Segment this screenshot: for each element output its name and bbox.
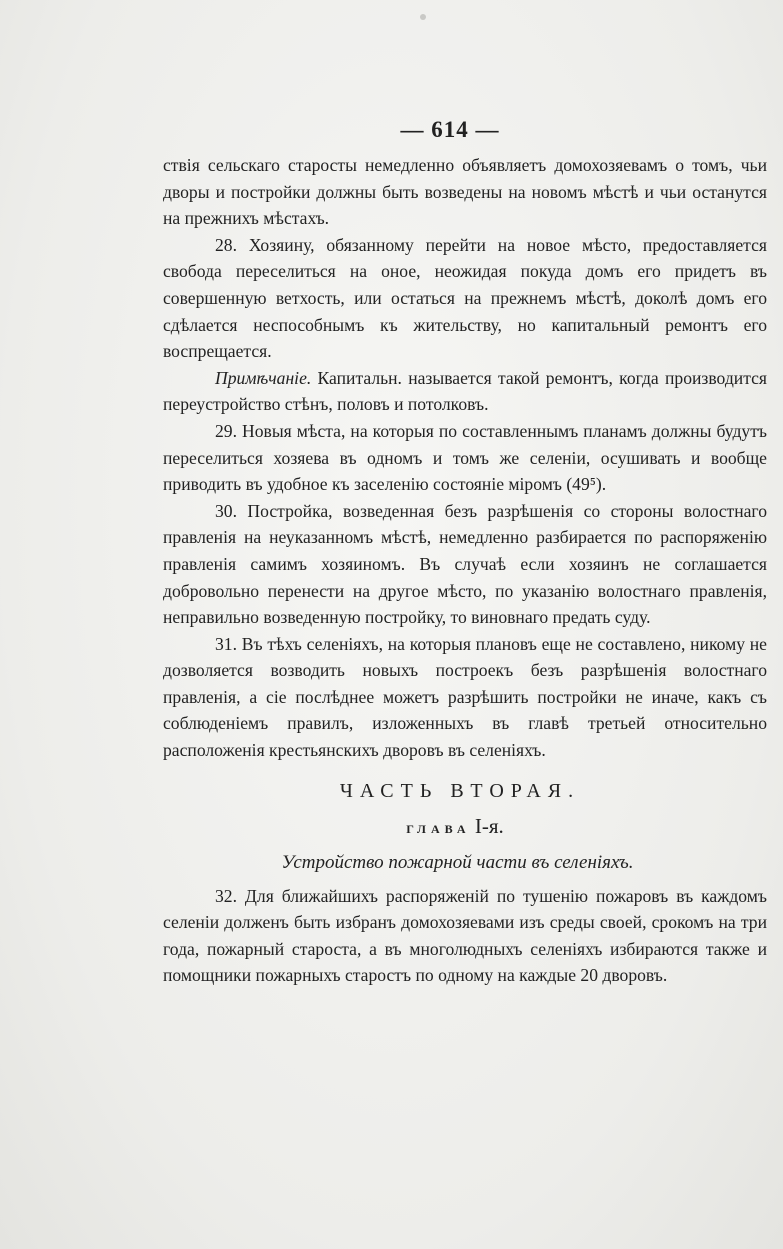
page-number: — 614 — (400, 117, 500, 142)
note-text: Капитальн. называется такой ремонтъ, когда производится переустройство стѣнъ, половъ и потолковъ. (163, 367, 767, 415)
paragraph-continued: ствія сельскаго старосты немедленно объявляетъ домохозяевамъ о томъ, чьи дворы и постройки должны быть возведены на новомъ мѣстѣ и чьи останутся на прежнихъ мѣстахъ. (163, 155, 767, 229)
body-text-upper (163, 152, 767, 764)
part-title: ЧАСТЬ ВТОРАЯ. (339, 779, 581, 802)
ink-speck (420, 14, 426, 20)
chapter-number: I-я. (474, 813, 504, 838)
paragraph-29: 29. Новыя мѣста, на которыя по составленнымъ планамъ должны будутъ переселиться хозяева въ одномъ и томъ же селеніи, осушивать и вообще приводить въ удобное къ заселенію состояніе міромъ (49⁵). (163, 420, 767, 495)
paragraph-30: 30. Постройка, возведенная безъ разрѣшенія со стороны волостнаго правленія на неуказанномъ мѣстѣ, немедленно разбирается по распоряженію правленія самимъ хозяиномъ. Въ случаѣ если хозяинъ не соглашается добровольно перенести на другое мѣсто, по указанію волостнаго правленія, неправильно возведенную постройку, то виновнаго предать суду. (163, 500, 767, 628)
chapter-title (143, 809, 767, 843)
paragraph-28: 28. Хозяину, обязанному перейти на новое мѣсто, предоставляется свобода переселиться на оное, неожидая покуда домъ его придетъ въ совершенную ветхость, или остаться на прежнемъ мѣстѣ, доколѣ домъ его сдѣлается неспособнымъ къ жительству, но капитальный ремонтъ его воспрещается. (163, 234, 767, 362)
note-label: Примѣчаніе. (215, 367, 312, 388)
note-paragraph (163, 365, 767, 418)
paragraph-32: 32. Для ближайшихъ распоряженій по тушенію пожаровъ въ каждомъ селеніи долженъ быть избранъ домохозяевами изъ среды своей, срокомъ на три года, пожарный староста, а въ многолюдныхъ селеніяхъ избираются также и помощники пожарныхъ старостъ по одному на каждые 20 дворовъ. (163, 885, 767, 986)
page (163, 108, 767, 989)
section-title: Устройство пожарной части въ селеніяхъ. (281, 851, 634, 873)
paragraph-31: 31. Въ тѣхъ селеніяхъ, на которыя плановъ еще не составлено, никому не дозволяется возводить новыхъ построекъ безъ разрѣшенія волостнаго правленія, а сіе послѣднее можетъ разрѣшить постройки не иначе, какъ съ соблюденіемъ правилъ, изложенныхъ въ главѣ третьей относительно расположенія крестьянскихъ дворовъ въ селеніяхъ. (163, 633, 767, 761)
body-text-lower (163, 883, 767, 989)
chapter-label: ГЛАВА (406, 821, 471, 836)
